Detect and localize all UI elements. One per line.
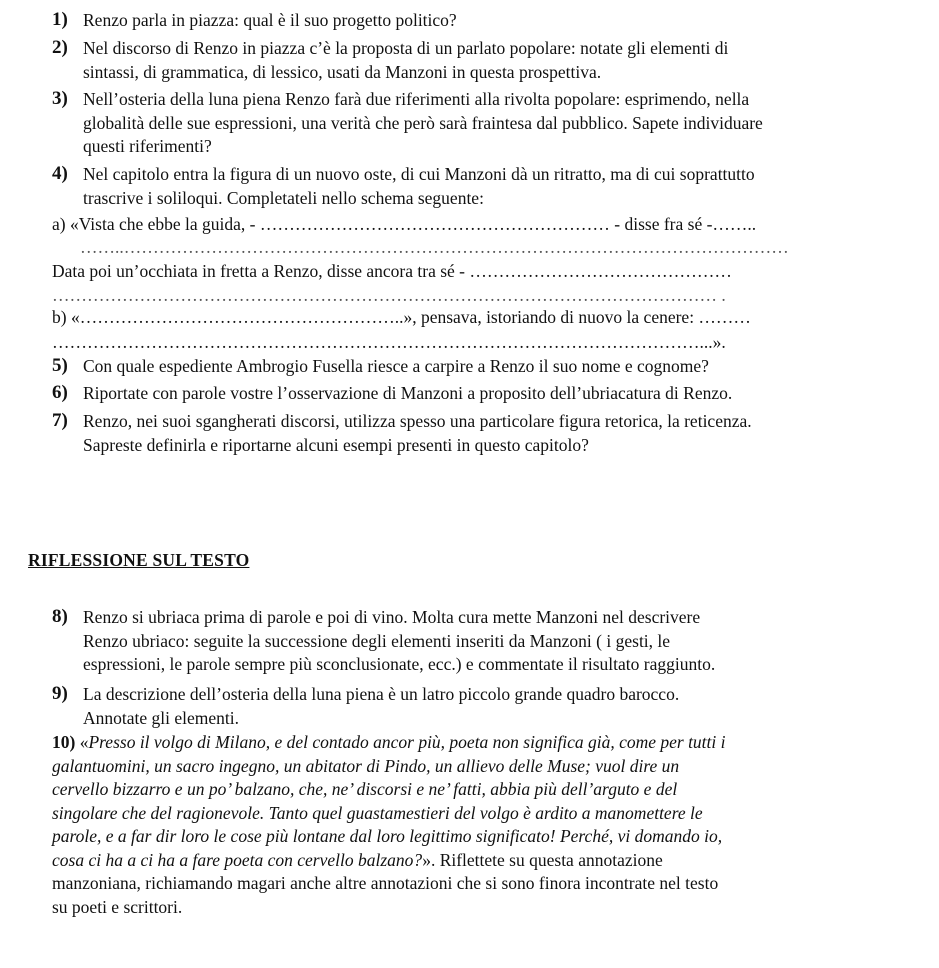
schema-b-line-2: …………………………………………………………………………………………………...».	[52, 332, 726, 352]
quote-text: parole, e a far dir loro le cose più lontane dal loro legittimo significato! Perché, vi domando io,	[52, 826, 723, 846]
question-6	[83, 382, 923, 406]
section-heading: RIFLESSIONE SUL TESTO	[28, 550, 250, 570]
question-line: Sapreste definirla e riportarne alcuni esempi presenti in questo capitolo?	[83, 434, 589, 455]
question-line: La descrizione dell’osteria della luna piena è un latro piccolo grande quadro barocco.	[83, 684, 680, 704]
quote-text: cosa ci ha a ci ha a fare poeta con cervello balzano?	[52, 849, 423, 870]
question-1	[83, 9, 923, 33]
question-line: questi riferimenti?	[83, 136, 212, 156]
question-line: Riportate con parole vostre l’osservazione di Manzoni a proposito dell’ubriacatura di Renzo.	[83, 383, 733, 403]
quote-text: cervello bizzarro e un po’ balzano, che, ne’ discorsi e ne’ fatti, abbia più dell’arguto e del	[52, 779, 678, 799]
question-10	[52, 731, 932, 919]
q10-line-6	[52, 849, 932, 873]
schema-a-line-1: a) «Vista che ebbe la guida, - …………………………………………………… - disse fra sé -……..	[52, 214, 757, 234]
schema-a-line-3: Data poi un’occhiata in fretta a Renzo, disse ancora tra sé - ………………………………………	[52, 261, 732, 281]
question-number: 5)	[52, 355, 68, 376]
question-number: 9)	[52, 683, 68, 704]
question-line: Renzo si ubriaca prima di parole e poi di vino. Molta cura mette Manzoni nel descrivere	[83, 607, 701, 627]
quote-text: singolare che del ragionevole. Tanto quel guastamestieri del volgo è ardito a manomettere le	[52, 802, 703, 823]
quote-text: galantuomini, un sacro ingegno, un abitator di Pindo, un allievo delle Muse; vuol dire un	[52, 755, 680, 776]
question-8	[83, 606, 923, 677]
question-7	[83, 410, 923, 457]
question-line: Nel discorso di Renzo in piazza c’è la proposta di un parlato popolare: notate gli elementi di	[83, 38, 729, 58]
question-number: 4)	[52, 163, 68, 184]
open-quote: «	[79, 732, 89, 752]
question-number: 2)	[52, 37, 68, 58]
quote-text: Presso il volgo di Milano, e del contado ancor più, poeta non significa già, come per tutti i	[88, 732, 726, 752]
question-number: 6)	[52, 382, 68, 403]
question-number: 3)	[52, 88, 68, 109]
question-line: Nell’osteria della luna piena Renzo farà due riferimenti alla rivolta popolare: esprimendo, nella	[83, 89, 750, 109]
question-line: trascrive i soliloqui. Completateli nello schema seguente:	[83, 187, 484, 208]
question-3	[83, 88, 923, 159]
question-line: Renzo, nei suoi sgangherati discorsi, utilizza spesso una particolare figura retorica, la reticenza.	[83, 411, 752, 431]
question-line: Renzo ubriaco: seguite la successione degli elementi inseriti da Manzoni ( i gesti, le	[83, 630, 671, 651]
question-line: Annotate gli elementi.	[83, 707, 239, 728]
q10-line-1	[52, 731, 932, 755]
question-2	[83, 37, 923, 84]
question-number: 7)	[52, 410, 68, 431]
schema-a-line-2: ……..……………………………………………………………………………………………………	[80, 237, 789, 257]
question-line: globalità delle sue espressioni, una verità che però sarà fraintesa dal pubblico. Sapete individuare	[83, 112, 763, 133]
schema-a-line-4: …………………………………………………………………………………………………… .	[52, 285, 726, 305]
q10-line-7: manzoniana, richiamando magari anche altre annotazioni che si sono finora incontrate nel testo	[52, 873, 719, 893]
question-line: Nel capitolo entra la figura di un nuovo oste, di cui Manzoni dà un ritratto, ma di cui soprattutto	[83, 164, 755, 184]
question-line: Con quale espediente Ambrogio Fusella riesce a carpire a Renzo il suo nome e cognome?	[83, 356, 709, 376]
question-9	[83, 683, 923, 730]
question-line: Renzo parla in piazza: qual è il suo progetto politico?	[83, 10, 457, 30]
schema-b-line-1: b) «………………………………………………..», pensava, istoriando di nuovo la cenere: ………	[52, 307, 751, 327]
question-number: 1)	[52, 9, 68, 30]
q10-line-3	[52, 778, 932, 802]
instruction-text: Riflettete su questa annotazione	[439, 849, 663, 870]
q10-line-8: su poeti e scrittori.	[52, 896, 183, 917]
close-quote: ».	[422, 849, 440, 870]
question-line: espressioni, le parole sempre più sconclusionate, ecc.) e commentate il risultato raggiunto.	[83, 654, 716, 674]
q10-line-5	[52, 825, 932, 849]
q10-line-4	[52, 802, 932, 826]
question-4	[83, 163, 923, 210]
question-number: 10)	[52, 732, 80, 752]
question-5	[83, 355, 923, 379]
q10-line-2	[52, 755, 932, 779]
question-number: 8)	[52, 606, 68, 627]
question-line: sintassi, di grammatica, di lessico, usati da Manzoni in questa prospettiva.	[83, 61, 602, 82]
